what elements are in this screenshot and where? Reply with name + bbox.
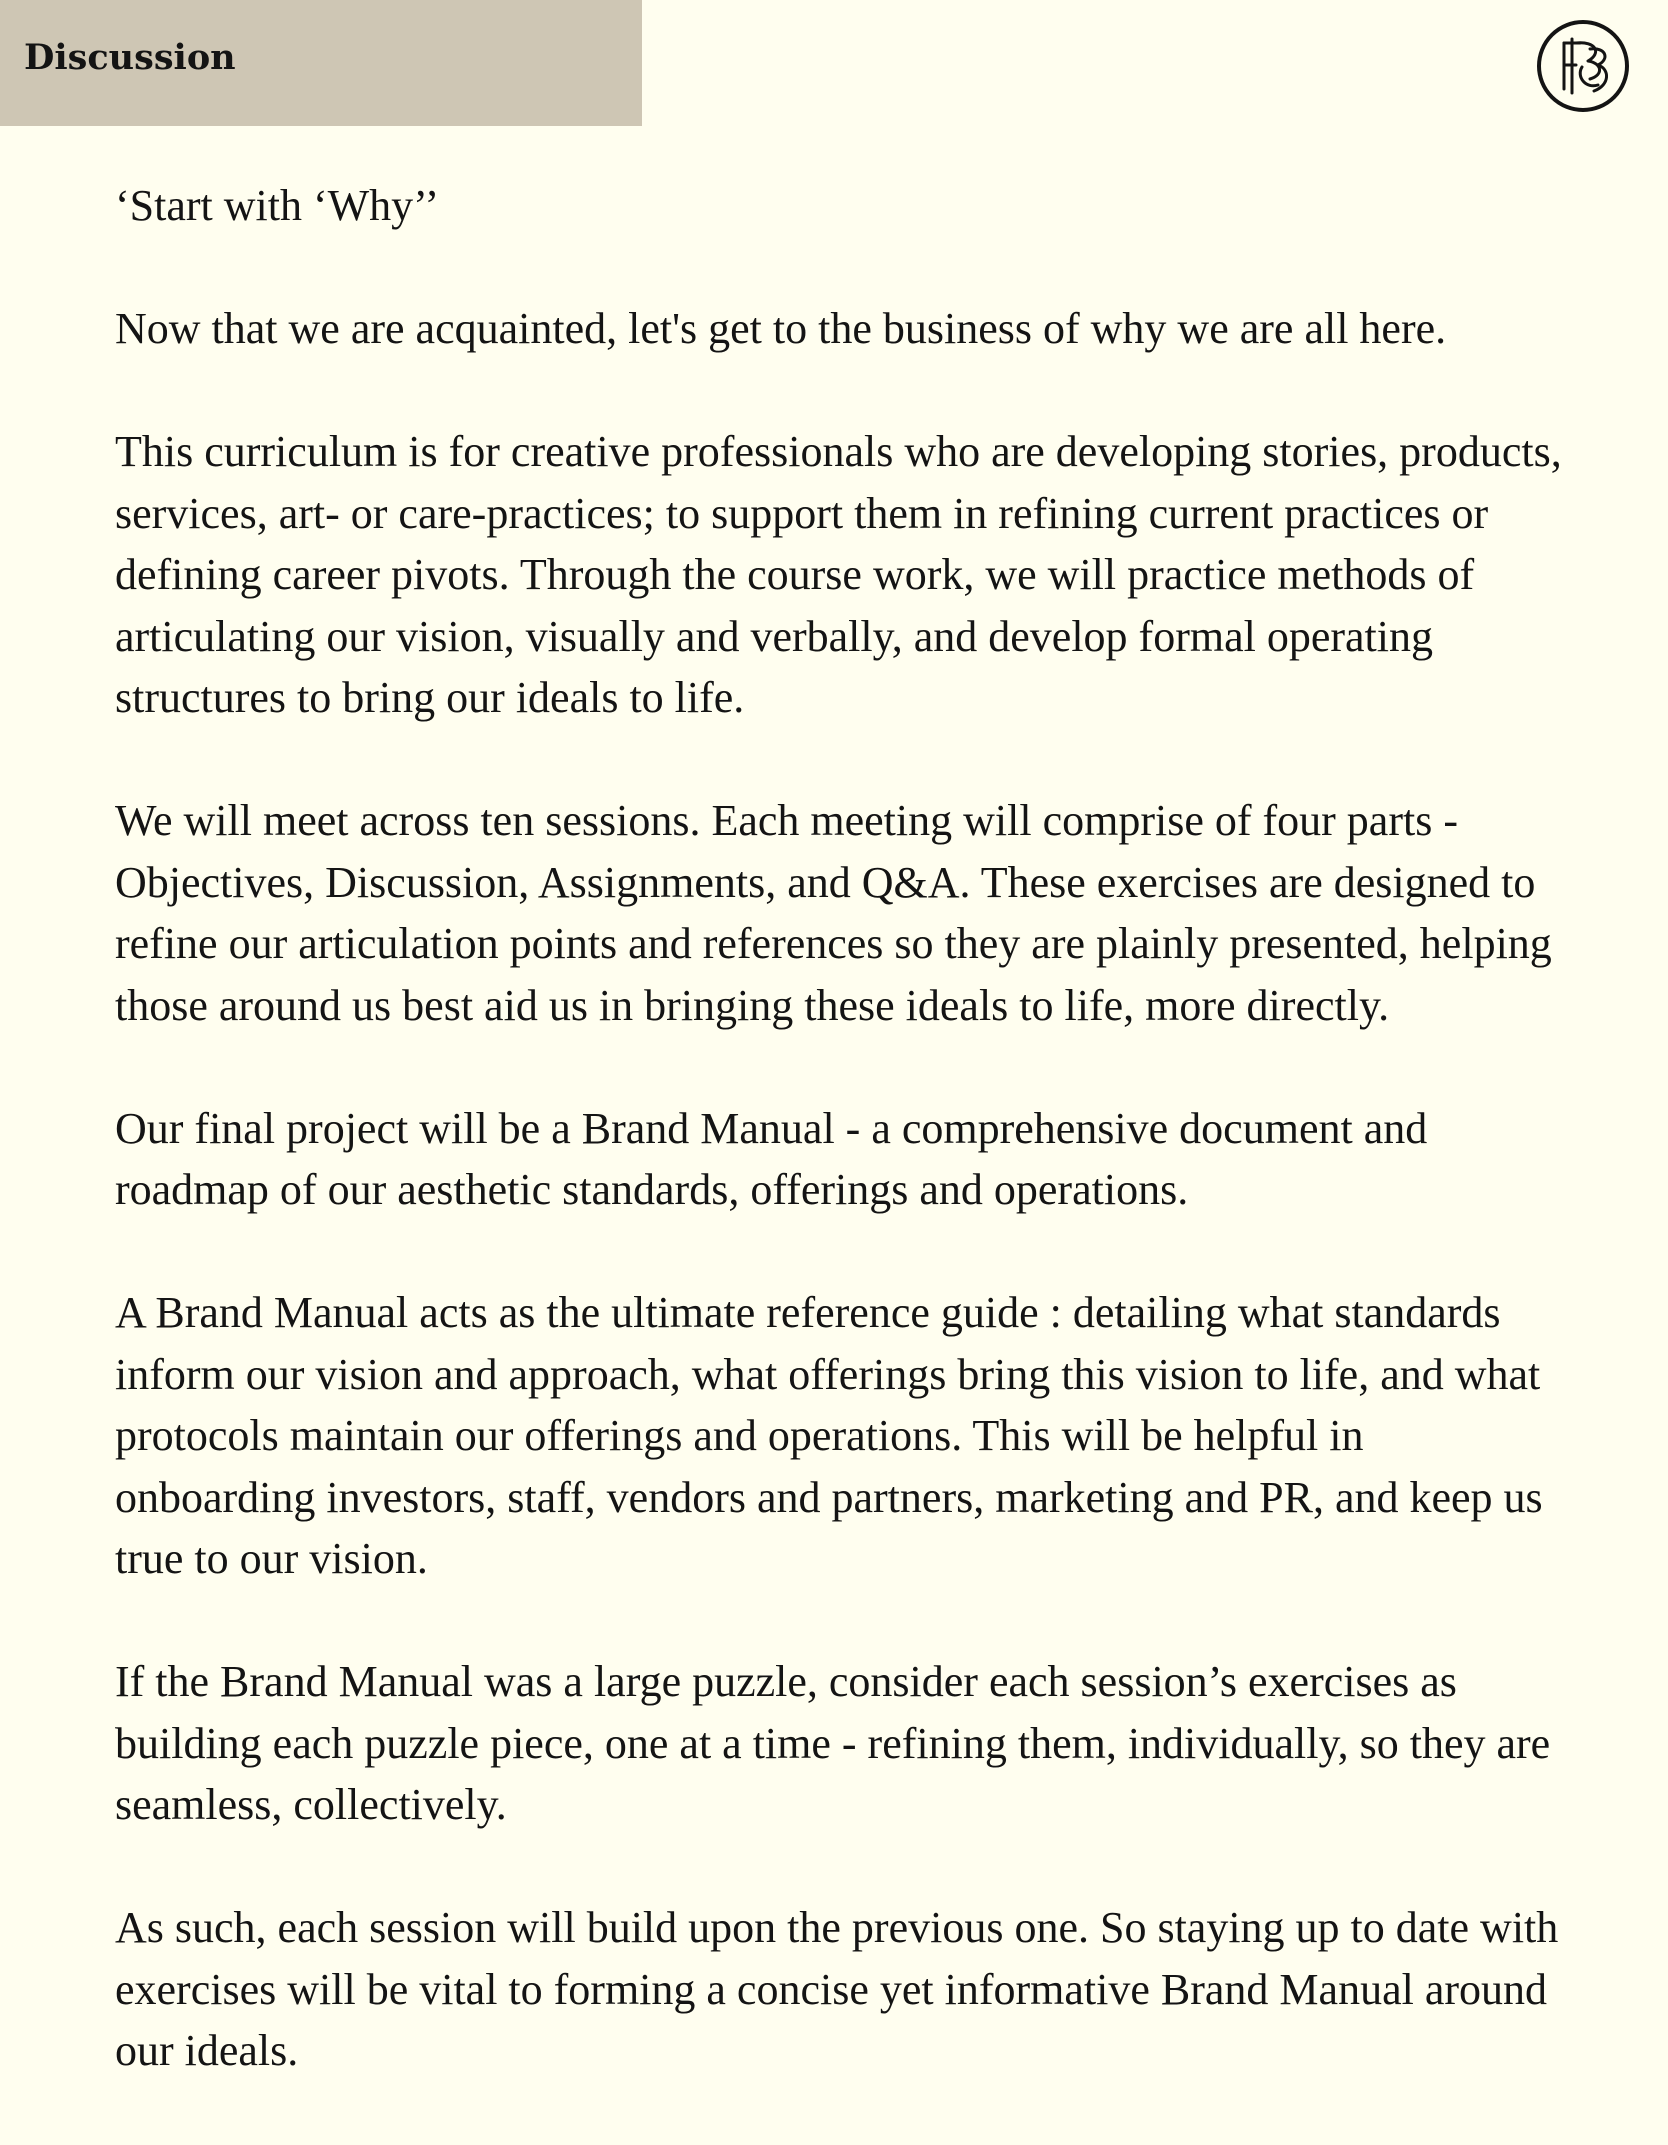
paragraph-closing: As such, each session will build upon the previous one. So staying up to date with exercises will be vital to forming a concise yet informative Brand Manual around our ideals. <box>115 1903 1559 2075</box>
discussion-body <box>115 175 1565 2082</box>
paragraph-brand-manual: A Brand Manual acts as the ultimate reference guide : detailing what standards inform our vision and approach, what offerings bring this vision to life, and what protocols maintain our offerings and operations. This will be helpful in onboarding investors, staff, vendors and partners, marketing and PR, and keep us true to our vision. <box>115 1288 1543 1583</box>
brand-monogram-icon <box>1536 19 1630 113</box>
paragraph-intro: Now that we are acquainted, let's get to the business of why we are all here. <box>115 304 1447 353</box>
paragraph-heading-quote: ‘Start with ‘Why’’ <box>115 181 440 230</box>
paragraph-curriculum: This curriculum is for creative professionals who are developing stories, products, services, art- or care-practices; to support them in refining current practices or defining career pivots. Through the course work, we will practice methods of articulating our vision, visually and verbally, and develop formal operating structures to bring our ideals to life. <box>115 427 1562 722</box>
section-title: Discussion <box>24 37 236 78</box>
paragraph-sessions: We will meet across ten sessions. Each meeting will comprise of four parts - Objectives, Discussion, Assignments, and Q&A. These exercises are designed to refine our articulation points and references so they are plainly presented, helping those around us best aid us in bringing these ideals to life, more directly. <box>115 796 1552 1030</box>
paragraph-final-project: Our final project will be a Brand Manual - a comprehensive document and roadmap of our aesthetic standards, offerings and operations. <box>115 1103 1428 1214</box>
paragraph-puzzle: If the Brand Manual was a large puzzle, consider each session’s exercises as building each puzzle piece, one at a time - refining them, individually, so they are seamless, collectively. <box>115 1657 1551 1829</box>
section-tab <box>0 0 642 126</box>
